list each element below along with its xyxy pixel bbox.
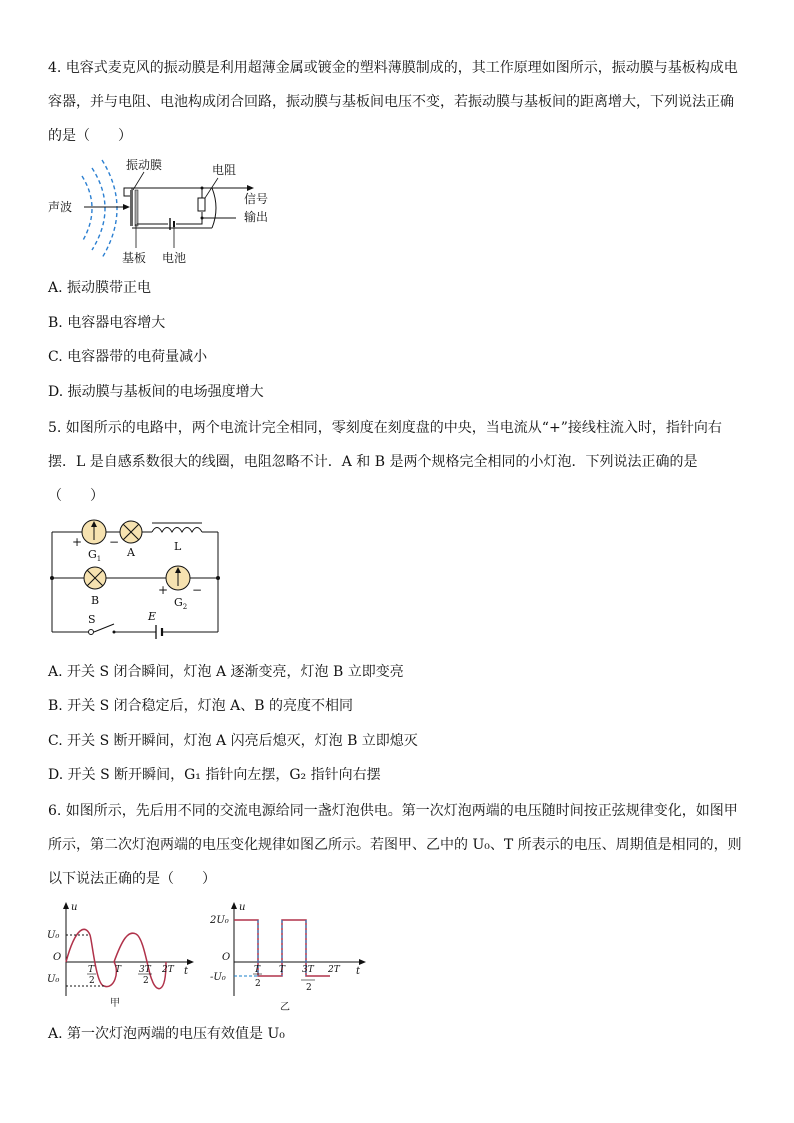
q5-option-a: A. 开关 S 闭合瞬间，灯泡 A 逐渐变亮，灯泡 B 立即变亮 — [48, 664, 404, 680]
signal-label: 信号 — [244, 192, 269, 206]
q5-option-b: B. 开关 S 闭合稳定后，灯泡 A、B 的亮度不相同 — [48, 698, 353, 714]
vibrating-membrane — [130, 190, 133, 226]
q6-graph-b — [208, 900, 368, 1016]
graph-b-neg-u0-label: -U₀ — [210, 972, 226, 983]
graph-b-t-axis-label: t — [356, 966, 361, 977]
switch-label: S — [88, 613, 96, 626]
graph-a-u0-label: U₀ — [47, 930, 60, 941]
galvanometer-g1 — [82, 520, 106, 544]
graph-b-tick-3t-half-num: 3T — [302, 965, 314, 975]
q6-option-a: A. 第一次灯泡两端的电压有效值是 U₀ — [48, 1026, 285, 1042]
lamp-b — [84, 567, 106, 589]
q6-graph-a — [44, 900, 194, 1012]
graph-b-tick-t: T — [279, 965, 286, 975]
q5-option-d: D. 开关 S 断开瞬间，G₁ 指针向左摆，G₂ 指针向右摆 — [48, 767, 381, 783]
g1-minus-label: − — [109, 535, 120, 549]
graph-a-u-axis-label: u — [71, 902, 78, 913]
graph-a-tick-3t-half-num: 3T — [139, 965, 151, 975]
lamp-a — [120, 521, 142, 543]
q4-option-a: A. 振动膜带正电 — [48, 280, 152, 296]
galvanometer-g2 — [166, 566, 190, 590]
q4-stem-line-1: 4. 电容式麦克风的振动膜是利用超薄金属或镀金的塑料薄膜制成的，其工作原理如图所示，振动膜与基板构成电 — [48, 60, 738, 76]
g2-letter: G — [174, 596, 183, 609]
graph-a-tick-3t-half-den: 2 — [143, 976, 149, 986]
q5-circuit-figure — [44, 516, 228, 640]
g1-letter: G — [88, 548, 97, 561]
graph-b-tick-3t-half-den: 2 — [306, 983, 312, 993]
graph-a-neg-u0-label: U₀ — [47, 974, 60, 985]
q5-stem-line-2: 摆．L 是自感系数很大的线圈，电阻忽略不计．A 和 B 是两个规格完全相同的小灯泡．下列说法正确的是 — [48, 454, 698, 470]
sound-wave-arcs — [82, 160, 117, 258]
graph-a-tick-t: T — [115, 965, 122, 975]
g2-plus-label: + — [158, 583, 169, 597]
g1-label — [88, 548, 101, 563]
emf-label: E — [148, 610, 157, 623]
graph-b-tick-half-t-den: 2 — [255, 979, 261, 989]
graph-b-2u0-label: 2U₀ — [210, 915, 229, 926]
graph-b-tick-half-t-num: T — [254, 965, 261, 975]
lamp-b-label: B — [91, 594, 100, 607]
graph-a-caption: 甲 — [110, 998, 120, 1009]
q4-option-c: C. 电容器带的电荷量减小 — [48, 349, 208, 365]
q4-option-d: D. 振动膜与基板间的电场强度增大 — [48, 384, 264, 400]
resistor-label: 电阻 — [212, 163, 237, 177]
graph-b-origin-label: O — [222, 952, 231, 963]
g1-plus-label: + — [72, 535, 83, 549]
graph-a-tick-half-t-num: T — [88, 965, 95, 975]
q5-option-c: C. 开关 S 断开瞬间，灯泡 A 闪亮后熄灭，灯泡 B 立即熄灭 — [48, 733, 418, 749]
base-plate-label: 基板 — [122, 251, 147, 265]
lamp-a-label: A — [127, 546, 135, 559]
q6-stem-line-1: 6. 如图所示，先后用不同的交流电源给同一盏灯泡供电。第一次灯泡两端的电压随时间按正弦规律变化，如图甲 — [48, 803, 738, 819]
resistor — [198, 198, 205, 211]
q6-stem-line-3: 以下说法正确的是（ ） — [48, 871, 216, 887]
graph-a-tick-half-t-den: 2 — [89, 976, 95, 986]
g2-minus-label: − — [192, 583, 203, 597]
membrane-label: 振动膜 — [126, 158, 163, 172]
q4-stem-line-2: 容器，并与电阻、电池构成闭合回路，振动膜与基板间电压不变，若振动膜与基板间的距离增大，下列说法正确 — [48, 94, 734, 110]
q4-microphone-figure — [40, 158, 280, 270]
coil-label: L — [174, 540, 182, 553]
q4-option-b: B. 电容器电容增大 — [48, 315, 166, 331]
base-plate — [135, 190, 138, 226]
graph-b-tick-2t: 2T — [328, 965, 340, 975]
g2-label — [174, 596, 187, 611]
graph-b-u-axis-label: u — [239, 902, 246, 913]
sound-wave-label: 声波 — [48, 200, 73, 214]
graph-a-origin-label: O — [53, 952, 62, 963]
graph-b-caption: 乙 — [280, 1002, 290, 1013]
graph-a-t-axis-label: t — [184, 966, 189, 977]
graph-a-tick-2t: 2T — [162, 965, 174, 975]
q4-stem-line-3: 的是（ ） — [48, 128, 132, 144]
g2-subscript: 2 — [182, 603, 188, 611]
q6-stem-line-2: 所示，第二次灯泡两端的电压变化规律如图乙所示。若图甲、乙中的 U₀、T 所表示的电压、周期值是相同的，则 — [48, 837, 742, 853]
q5-stem-line-3: （ ） — [48, 488, 104, 504]
g1-subscript: 1 — [96, 555, 102, 563]
output-label: 输出 — [244, 210, 269, 224]
sine-wave — [66, 929, 166, 988]
q5-stem-line-1: 5. 如图所示的电路中，两个电流计完全相同，零刻度在刻度盘的中央，当电流从“+”接线柱流入时，指针向右 — [48, 420, 722, 436]
battery-label: 电池 — [162, 251, 187, 265]
